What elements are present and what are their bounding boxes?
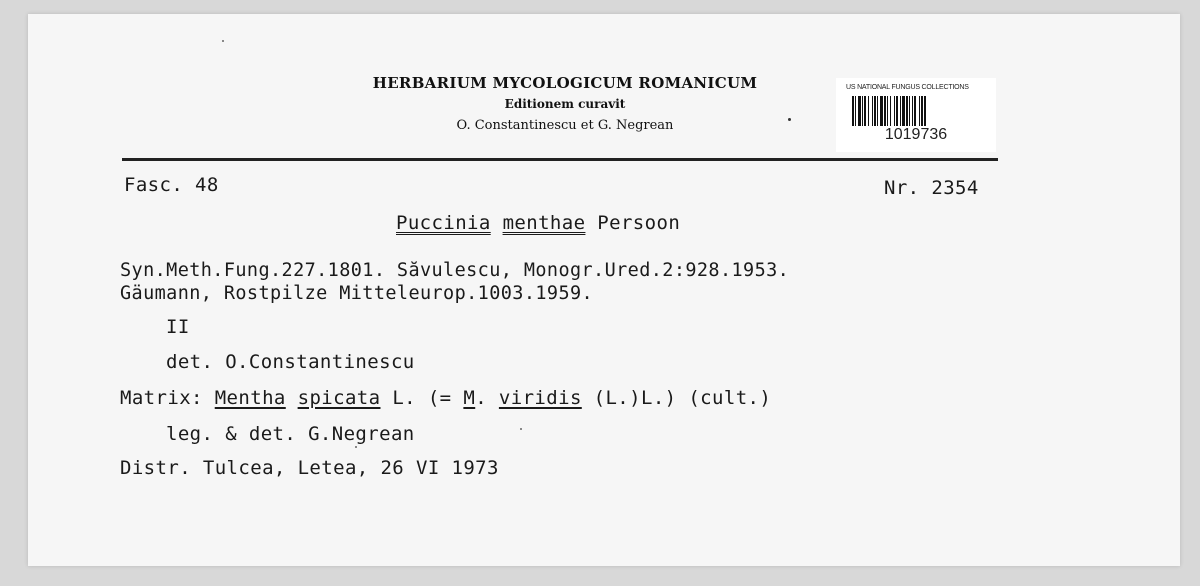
host-genus: Mentha (214, 387, 286, 409)
barcode-number: 1019736 (884, 126, 948, 143)
spore-stage: II (166, 316, 190, 338)
synonym-genus-dot: . (475, 387, 488, 409)
epithet: menthae (502, 212, 586, 234)
collector: leg. & det. G.Negrean (166, 423, 415, 445)
genus: Puccinia (396, 212, 491, 234)
herbarium-title: HERBARIUM MYCOLOGICUM ROMANICUM (372, 74, 758, 92)
ink-speck (355, 446, 357, 448)
barcode-icon (852, 96, 986, 126)
matrix-label: Matrix: (120, 387, 203, 409)
synonyms-line-1: Syn.Meth.Fung.227.1801. Săvulescu, Monogr.Ured.2:928.1953. (120, 260, 790, 281)
synonym-rest: (L.)L.) (cult.) (593, 387, 772, 409)
editorial-note: Editionem curavit (504, 97, 626, 111)
fascicle: Fasc. 48 (124, 174, 219, 196)
species-author: Persoon (597, 212, 681, 234)
ink-speck (520, 428, 522, 430)
ink-speck (788, 118, 791, 121)
matrix-line (120, 387, 771, 409)
label-header (340, 72, 790, 138)
species-name (396, 212, 680, 234)
editors: O. Constantinescu et G. Negrean (456, 118, 674, 133)
synonym-genus: M (463, 387, 476, 409)
host-author: L. (= (392, 387, 452, 409)
collection-name: US NATIONAL FUNGUS COLLECTIONS (846, 84, 969, 91)
synonyms-line-2: Gäumann, Rostpilze Mitteleurop.1003.1959. (120, 283, 594, 304)
ink-speck (222, 40, 224, 42)
locality: Distr. Tulcea, Letea, 26 VI 1973 (120, 457, 499, 479)
barcode-sticker (836, 78, 996, 152)
specimen-number: Nr. 2354 (884, 177, 979, 199)
synonym-epithet: viridis (498, 387, 582, 409)
host-epithet: spicata (297, 387, 381, 409)
determiner: det. O.Constantinescu (166, 351, 415, 373)
header-divider (122, 158, 998, 161)
